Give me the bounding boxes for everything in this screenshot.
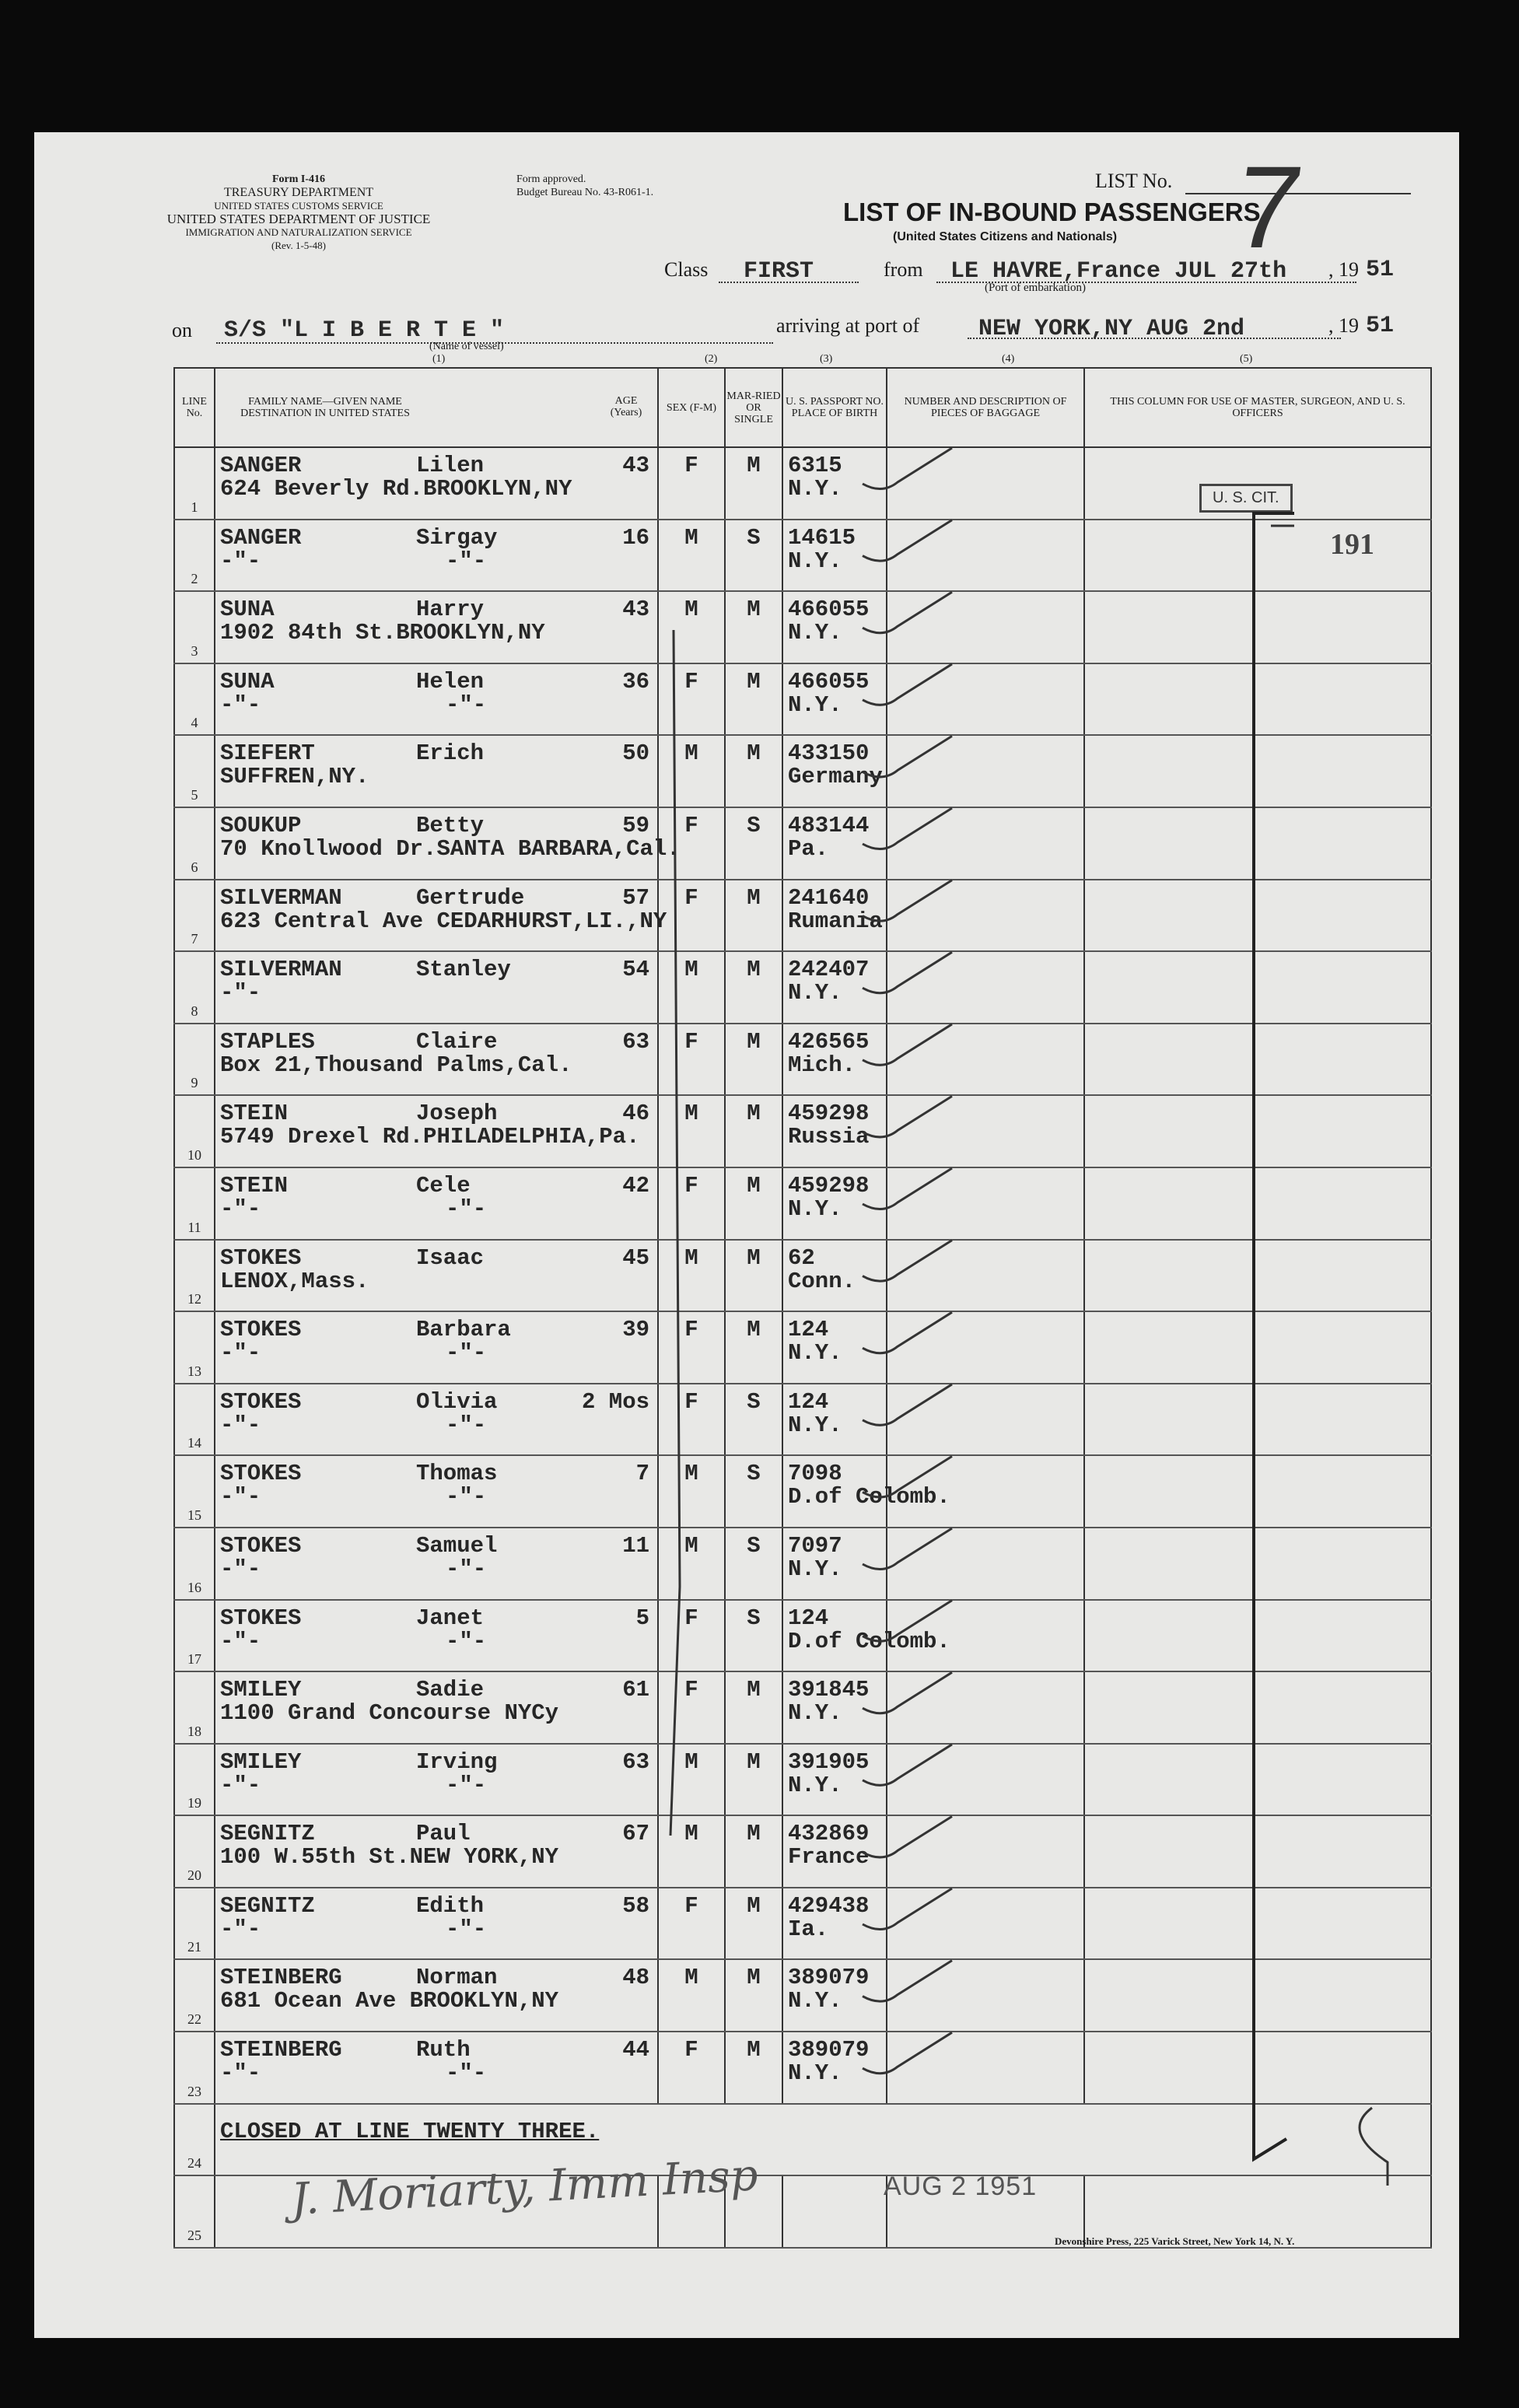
check-mark xyxy=(863,2032,952,2074)
destination: -"- xyxy=(220,1916,261,1942)
destination: 5749 Drexel Rd.PHILADELPHIA,Pa. xyxy=(220,1124,640,1150)
line-number: 9 xyxy=(191,1075,198,1091)
form-subtitle: (United States Citizens and Nationals) xyxy=(893,230,1118,243)
family-name: SMILEY xyxy=(220,1677,302,1703)
check-mark xyxy=(863,1745,952,1786)
given-ditto: -"- xyxy=(446,1195,487,1222)
passport-no: 7098 xyxy=(788,1461,842,1487)
sex: F xyxy=(684,884,698,911)
given-ditto: -"- xyxy=(446,1412,487,1438)
list-no-label: LIST No. xyxy=(1095,170,1173,192)
sex: M xyxy=(684,1748,698,1775)
class-label: Class xyxy=(664,258,709,281)
header-married: MAR-RIED OR SINGLE xyxy=(725,368,782,447)
marital-status: M xyxy=(747,1892,761,1919)
check-mark xyxy=(863,592,952,633)
given-name: Norman xyxy=(416,1965,498,1991)
line-number: 24 xyxy=(187,2155,201,2172)
arriving-label: arriving at port of xyxy=(776,314,920,337)
marital-status: M xyxy=(747,1748,761,1775)
sex: M xyxy=(684,1821,698,1847)
line-number: 8 xyxy=(191,1003,198,1019)
handwritten-checkmarks xyxy=(34,132,1459,2338)
given-name: Cele xyxy=(416,1172,471,1199)
given-name: Lilen xyxy=(416,453,485,478)
age: 7 xyxy=(635,1461,649,1487)
age: 59 xyxy=(622,812,649,838)
given-ditto: -"- xyxy=(446,548,487,574)
age: 2 Mos xyxy=(581,1388,649,1415)
us-cit-stamp-text: U. S. CIT. xyxy=(1213,489,1279,506)
age: 36 xyxy=(622,668,649,695)
line-number: 5 xyxy=(191,786,198,803)
given-name: Janet xyxy=(416,1605,485,1631)
line-number: 12 xyxy=(187,1291,201,1307)
given-name: Erich xyxy=(416,740,485,767)
inspector-signature: J. Moriarty, Imm Insp xyxy=(289,2150,760,2225)
marital-status: M xyxy=(747,453,761,478)
passport-no: 7097 xyxy=(788,1532,842,1559)
given-name: Isaac xyxy=(416,1244,485,1271)
passport-no: 14615 xyxy=(788,524,856,551)
sex: F xyxy=(684,668,698,695)
treasury-dept: TREASURY DEPARTMENT xyxy=(223,186,374,199)
destination: -"- xyxy=(220,1628,261,1654)
line-number: 4 xyxy=(191,715,198,731)
passport-no: 62 xyxy=(788,1244,815,1271)
family-name: STOKES xyxy=(220,1532,302,1559)
age: 11 xyxy=(622,1532,649,1559)
line-number: 23 xyxy=(187,2083,201,2099)
marital-status: M xyxy=(747,1244,761,1271)
from-label: from xyxy=(884,258,923,281)
sex: F xyxy=(684,2037,698,2063)
marital-status: M xyxy=(747,1028,761,1055)
line-number: 17 xyxy=(187,1651,201,1668)
sex: M xyxy=(684,1532,698,1559)
line-number: 2 xyxy=(191,571,198,587)
line-number: 18 xyxy=(187,1723,201,1739)
passport-no: 391845 xyxy=(788,1677,870,1703)
family-name: SUNA xyxy=(220,668,275,695)
check-mark xyxy=(863,520,952,562)
place-of-birth: Pa. xyxy=(788,835,829,862)
ins-service: IMMIGRATION AND NATURALIZATION SERVICE xyxy=(185,226,412,238)
colnum-5: (5) xyxy=(1240,353,1253,365)
line-number: 22 xyxy=(187,2011,201,2028)
given-ditto: -"- xyxy=(446,1484,487,1510)
passport-no: 426565 xyxy=(788,1028,870,1055)
given-ditto: -"- xyxy=(446,1628,487,1654)
family-name: STEINBERG xyxy=(220,2037,342,2063)
line-number: 13 xyxy=(187,1363,201,1379)
given-name: Harry xyxy=(416,597,485,623)
place-of-birth: France xyxy=(788,1844,870,1871)
destination: 1100 Grand Concourse NYCy xyxy=(220,1700,559,1727)
place-of-birth: D.of Colomb. xyxy=(788,1628,950,1654)
line-number: 10 xyxy=(187,1146,201,1163)
given-name: Sadie xyxy=(416,1677,485,1703)
destination: -"- xyxy=(220,980,261,1006)
given-ditto: -"- xyxy=(446,1556,487,1582)
destination: 70 Knollwood Dr.SANTA BARBARA,Cal. xyxy=(220,835,681,862)
place-of-birth: Conn. xyxy=(788,1268,856,1294)
age: 57 xyxy=(622,884,649,911)
closing-note: CLOSED AT LINE TWENTY THREE. xyxy=(220,2118,600,2144)
sex: M xyxy=(684,1101,698,1127)
age: 67 xyxy=(622,1821,649,1847)
marital-status: S xyxy=(747,1605,761,1631)
given-name: Ruth xyxy=(416,2037,471,2063)
destination: -"- xyxy=(220,2060,261,2087)
place-of-birth: N.Y. xyxy=(788,1340,842,1367)
place-of-birth: N.Y. xyxy=(788,1700,842,1727)
destination: Box 21,Thousand Palms,Cal. xyxy=(220,1052,572,1078)
place-of-birth: N.Y. xyxy=(788,1556,842,1582)
margin-number: 191 xyxy=(1330,528,1374,561)
marital-status: M xyxy=(747,1965,761,1991)
family-name: SUNA xyxy=(220,597,275,623)
sex: F xyxy=(684,1677,698,1703)
given-name: Gertrude xyxy=(416,884,525,911)
header-passport: U. S. PASSPORT NO. PLACE OF BIRTH xyxy=(782,368,887,447)
marital-status: M xyxy=(747,1101,761,1127)
place-of-birth: Ia. xyxy=(788,1916,829,1942)
year2-value: 51 xyxy=(1366,313,1395,339)
marital-status: M xyxy=(747,1677,761,1703)
vessel-name: S/S "L I B E R T E " xyxy=(224,317,505,344)
bureau-line: Budget Bureau No. 43-R061-1. xyxy=(516,187,654,198)
given-name: Claire xyxy=(416,1028,498,1055)
age: 39 xyxy=(622,1317,649,1343)
customs-service: UNITED STATES CUSTOMS SERVICE xyxy=(214,200,383,212)
check-mark xyxy=(863,1456,952,1497)
passport-no: 6315 xyxy=(788,453,842,478)
family-name: STEIN xyxy=(220,1101,289,1127)
line-number: 25 xyxy=(187,2227,201,2243)
given-name: Paul xyxy=(416,1821,471,1847)
family-name: SANGER xyxy=(220,524,302,551)
check-mark xyxy=(863,1024,952,1066)
given-name: Betty xyxy=(416,812,485,838)
marital-status: M xyxy=(747,884,761,911)
age: 43 xyxy=(622,453,649,478)
colnum-4: (4) xyxy=(1002,353,1015,365)
given-name: Barbara xyxy=(416,1317,511,1343)
check-mark xyxy=(863,1816,952,1857)
marital-status: S xyxy=(747,524,761,551)
marital-status: M xyxy=(747,2037,761,2063)
passenger-manifest-page xyxy=(34,132,1459,2338)
given-ditto: -"- xyxy=(446,1916,487,1942)
from-value: LE HAVRE,France JUL 27th xyxy=(950,258,1287,285)
given-name: Thomas xyxy=(416,1461,498,1487)
header-baggage: NUMBER AND DESCRIPTION OF PIECES OF BAGGAGE xyxy=(887,368,1084,447)
justice-dept: UNITED STATES DEPARTMENT OF JUSTICE xyxy=(166,212,431,226)
arrival-value: NEW YORK,NY AUG 2nd xyxy=(978,316,1245,342)
sex: F xyxy=(684,1172,698,1199)
colnum-2: (2) xyxy=(705,353,718,365)
form-title: LIST OF IN-BOUND PASSENGERS xyxy=(843,198,1261,226)
place-of-birth: N.Y. xyxy=(788,1412,842,1438)
given-name: Edith xyxy=(416,1892,485,1919)
passport-no: 466055 xyxy=(788,668,870,695)
check-mark xyxy=(863,448,952,489)
family-name: STOKES xyxy=(220,1461,302,1487)
sex: F xyxy=(684,812,698,838)
given-name: Stanley xyxy=(416,957,511,983)
age: 5 xyxy=(635,1605,649,1631)
check-mark xyxy=(863,808,952,849)
place-of-birth: Russia xyxy=(788,1124,870,1150)
destination: 1902 84th St.BROOKLYN,NY xyxy=(220,620,545,646)
passport-no: 389079 xyxy=(788,1965,870,1991)
destination: -"- xyxy=(220,691,261,718)
check-mark xyxy=(863,1241,952,1282)
given-name: Joseph xyxy=(416,1101,498,1127)
marital-status: S xyxy=(747,1532,761,1559)
sex: F xyxy=(684,1892,698,1919)
check-mark xyxy=(863,1888,952,1930)
passport-no: 429438 xyxy=(788,1892,870,1919)
place-of-birth: N.Y. xyxy=(788,1195,842,1222)
age: 45 xyxy=(622,1244,649,1271)
on-label: on xyxy=(172,319,192,341)
family-name: STOKES xyxy=(220,1388,302,1415)
age: 50 xyxy=(622,740,649,767)
sex: F xyxy=(684,1028,698,1055)
sex: M xyxy=(684,740,698,767)
passport-no: 124 xyxy=(788,1605,829,1631)
destination: 681 Ocean Ave BROOKLYN,NY xyxy=(220,1988,559,2014)
destination: 100 W.55th St.NEW YORK,NY xyxy=(220,1844,559,1871)
colnum-3: (3) xyxy=(820,353,833,365)
destination: 623 Central Ave CEDARHURST,LI.,NY xyxy=(220,908,667,934)
check-mark xyxy=(863,1601,952,1642)
place-of-birth: Rumania xyxy=(788,908,883,934)
given-name: Olivia xyxy=(416,1388,498,1415)
line-number: 15 xyxy=(187,1507,201,1523)
age: 58 xyxy=(622,1892,649,1919)
age: 42 xyxy=(622,1172,649,1199)
marital-status: M xyxy=(747,668,761,695)
age: 63 xyxy=(622,1028,649,1055)
line-number: 14 xyxy=(187,1435,201,1451)
passport-no: 389079 xyxy=(788,2037,870,2063)
line-number: 6 xyxy=(191,859,198,875)
sex: M xyxy=(684,524,698,551)
family-name: SOUKUP xyxy=(220,812,302,838)
check-mark xyxy=(863,664,952,705)
destination: -"- xyxy=(220,1484,261,1510)
passport-no: 391905 xyxy=(788,1748,870,1775)
sex: F xyxy=(684,1317,698,1343)
destination: -"- xyxy=(220,1340,261,1367)
passport-no: 124 xyxy=(788,1388,829,1415)
age: 48 xyxy=(622,1965,649,1991)
destination: -"- xyxy=(220,1412,261,1438)
check-mark xyxy=(863,880,952,922)
place-of-birth: N.Y. xyxy=(788,548,842,574)
port-caption: (Port of embarkation) xyxy=(985,282,1086,294)
list-no-value: 7 xyxy=(1227,142,1311,272)
approved-line: Form approved. xyxy=(516,173,586,185)
destination: -"- xyxy=(220,1772,261,1798)
check-mark xyxy=(863,736,952,777)
footer-printer: Devonshire Press, 225 Varick Street, New York 14, N. Y. xyxy=(1055,2235,1295,2247)
marital-status: M xyxy=(747,597,761,623)
given-ditto: -"- xyxy=(446,691,487,718)
check-mark xyxy=(863,1961,952,2002)
line-number: 7 xyxy=(191,931,198,947)
destination: -"- xyxy=(220,548,261,574)
passport-no: 459298 xyxy=(788,1172,870,1199)
destination: LENOX,Mass. xyxy=(220,1268,369,1294)
sex: M xyxy=(684,597,698,623)
sex: M xyxy=(684,1244,698,1271)
family-name: SEGNITZ xyxy=(220,1892,315,1919)
check-mark xyxy=(863,1528,952,1570)
year2-prefix: , 19 xyxy=(1328,314,1359,337)
check-mark xyxy=(863,1384,952,1426)
destination: -"- xyxy=(220,1556,261,1582)
family-name: SANGER xyxy=(220,453,302,478)
marital-status: M xyxy=(747,1172,761,1199)
age: 46 xyxy=(622,1101,649,1127)
passport-no: 433150 xyxy=(788,740,870,767)
line-number: 11 xyxy=(187,1219,201,1235)
family-name: STOKES xyxy=(220,1317,302,1343)
passport-no: 124 xyxy=(788,1317,829,1343)
header-officers: THIS COLUMN FOR USE OF MASTER, SURGEON, AND U. S. OFFICERS xyxy=(1084,368,1431,447)
passport-no: 432869 xyxy=(788,1821,870,1847)
year1-value: 51 xyxy=(1366,257,1395,283)
sex: F xyxy=(684,1388,698,1415)
family-name: SILVERMAN xyxy=(220,884,342,911)
family-name: STAPLES xyxy=(220,1028,315,1055)
marital-status: M xyxy=(747,1317,761,1343)
line-number: 3 xyxy=(191,642,198,659)
sex: M xyxy=(684,1461,698,1487)
given-ditto: -"- xyxy=(446,1772,487,1798)
place-of-birth: N.Y. xyxy=(788,476,842,502)
given-name: Irving xyxy=(416,1748,498,1775)
family-name: STEINBERG xyxy=(220,1965,342,1991)
age: 54 xyxy=(622,957,649,983)
passport-no: 459298 xyxy=(788,1101,870,1127)
family-name: SEGNITZ xyxy=(220,1821,315,1847)
age: 63 xyxy=(622,1748,649,1775)
line-number: 16 xyxy=(187,1579,201,1595)
marital-status: M xyxy=(747,740,761,767)
form-number: Form I-416 xyxy=(271,173,326,185)
family-name: STOKES xyxy=(220,1605,302,1631)
passport-no: 466055 xyxy=(788,597,870,623)
marital-status: M xyxy=(747,957,761,983)
check-mark xyxy=(863,1096,952,1137)
check-mark xyxy=(863,1672,952,1713)
place-of-birth: D.of Colomb. xyxy=(788,1484,950,1510)
family-name: SIEFERT xyxy=(220,740,315,767)
marital-status: M xyxy=(747,1821,761,1847)
line-number: 21 xyxy=(187,1939,201,1955)
header-line: LINE No. xyxy=(174,368,215,447)
marital-status: S xyxy=(747,812,761,838)
destination: -"- xyxy=(220,1195,261,1222)
age: 44 xyxy=(622,2037,649,2063)
line-number: 20 xyxy=(187,1867,201,1883)
place-of-birth: N.Y. xyxy=(788,980,842,1006)
sex: M xyxy=(684,1965,698,1991)
vessel-caption: (Name of vessel) xyxy=(429,341,504,352)
year1-prefix: , 19 xyxy=(1328,258,1359,281)
header-age: AGE (Years) xyxy=(610,395,642,418)
place-of-birth: N.Y. xyxy=(788,1988,842,2014)
marital-status: S xyxy=(747,1461,761,1487)
sex: F xyxy=(684,1605,698,1631)
passport-no: 483144 xyxy=(788,812,870,838)
family-name: SILVERMAN xyxy=(220,957,342,983)
sex: M xyxy=(684,957,698,983)
place-of-birth: Germany xyxy=(788,764,883,790)
place-of-birth: N.Y. xyxy=(788,1772,842,1798)
age: 16 xyxy=(622,524,649,551)
colnum-1: (1) xyxy=(432,353,446,365)
place-of-birth: N.Y. xyxy=(788,691,842,718)
age: 43 xyxy=(622,597,649,623)
passport-no: 242407 xyxy=(788,957,870,983)
header-name-text: FAMILY NAME—GIVEN NAME DESTINATION IN UNITED STATES xyxy=(240,396,410,419)
destination: SUFFREN,NY. xyxy=(220,764,369,790)
given-name: Samuel xyxy=(416,1532,498,1559)
given-name: Sirgay xyxy=(416,524,498,551)
place-of-birth: Mich. xyxy=(788,1052,856,1078)
class-value: FIRST xyxy=(744,258,814,285)
family-name: SMILEY xyxy=(220,1748,302,1775)
sex: F xyxy=(684,453,698,478)
age: 61 xyxy=(622,1677,649,1703)
family-name: STOKES xyxy=(220,1244,302,1271)
check-mark xyxy=(863,1312,952,1353)
line-number: 1 xyxy=(191,499,198,515)
passport-no: 241640 xyxy=(788,884,870,911)
given-name: Helen xyxy=(416,668,485,695)
header-sex: SEX (F-M) xyxy=(658,368,725,447)
line-number: 19 xyxy=(187,1795,201,1811)
family-name: STEIN xyxy=(220,1172,289,1199)
check-mark xyxy=(863,1168,952,1209)
given-ditto: -"- xyxy=(446,2060,487,2087)
place-of-birth: N.Y. xyxy=(788,2060,842,2087)
date-stamp: AUG 2 1951 xyxy=(884,2172,1038,2201)
marital-status: S xyxy=(747,1388,761,1415)
check-mark xyxy=(863,952,952,993)
destination: 624 Beverly Rd.BROOKLYN,NY xyxy=(220,476,572,502)
sex-column-marker-line xyxy=(670,630,680,1836)
given-ditto: -"- xyxy=(446,1340,487,1367)
revision: (Rev. 1-5-48) xyxy=(271,240,326,251)
place-of-birth: N.Y. xyxy=(788,620,842,646)
